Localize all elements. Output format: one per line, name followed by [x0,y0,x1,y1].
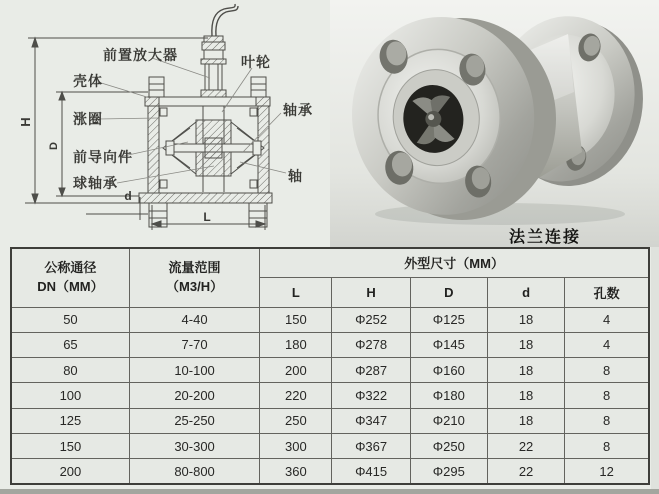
table-cell: 22 [487,459,564,484]
table-cell: 18 [487,307,564,332]
table-cell: 360 [260,459,332,484]
table-cell: 8 [565,433,649,458]
table-cell: 65 [11,332,129,357]
table-row [11,408,649,433]
diagram-panel [0,0,330,247]
table-cell: Φ252 [332,307,410,332]
table-cell: Φ322 [332,383,410,408]
label-impeller: 叶轮 [241,54,271,70]
table-cell: 4 [565,332,649,357]
table-cell: Φ145 [410,332,487,357]
table-cell: Φ160 [410,358,487,383]
photo-panel [330,0,659,247]
table-cell: 80 [11,358,129,383]
dimension-d-upper-label: D [48,142,60,150]
header-hole-count: 孔数 [565,277,649,307]
table-cell: Φ415 [332,459,410,484]
label-expansion-ring: 涨圈 [73,111,103,127]
label-bearing: 轴承 [283,102,313,118]
table-cell: 18 [487,383,564,408]
table-cell: 300 [260,433,332,458]
spec-table-body [11,307,649,484]
page-bottom-edge [0,489,659,494]
page-edge-shade [651,247,659,489]
table-cell: Φ210 [410,408,487,433]
table-cell: 150 [260,307,332,332]
header-flow-range: 流量范围 （M3/H） [129,248,259,307]
table-cell: Φ250 [410,433,487,458]
table-row [11,332,649,357]
table-cell: 220 [260,383,332,408]
spec-table-wrap [10,247,650,485]
table-cell: 18 [487,332,564,357]
label-ball-bearing: 球轴承 [73,175,118,191]
table-row [11,459,649,484]
label-preamplifier: 前置放大器 [103,47,178,63]
table-cell: 25-250 [129,408,259,433]
table-cell: 4-40 [129,307,259,332]
header-outline-dimensions: 外型尺寸（MM） [260,248,649,277]
table-cell: 20-200 [129,383,259,408]
table-row [11,307,649,332]
table-row [11,433,649,458]
dimension-h-label: H [18,117,33,127]
photo-caption: 法兰连接 [508,229,581,246]
table-cell: 125 [11,408,129,433]
schematic-drawing [0,0,330,247]
header-nominal-diameter: 公称通径 DN（MM） [11,248,129,307]
table-cell: 7-70 [129,332,259,357]
dimension-d-lower-label: d [124,189,132,203]
table-cell: 8 [565,358,649,383]
table-cell: 50 [11,307,129,332]
table-row [11,383,649,408]
product-photo [330,0,659,247]
table-cell: 80-800 [129,459,259,484]
label-front-guide: 前导向件 [73,149,133,165]
table-cell: Φ278 [332,332,410,357]
table-cell: 100 [11,383,129,408]
table-cell: 200 [260,358,332,383]
table-cell: 30-300 [129,433,259,458]
header-h: H [332,277,410,307]
dimension-l-label: L [203,210,211,224]
table-cell: Φ287 [332,358,410,383]
table-cell: Φ367 [332,433,410,458]
table-cell: 200 [11,459,129,484]
table-cell: Φ125 [410,307,487,332]
cable-line-2 [216,6,238,36]
header-d-upper: D [410,277,487,307]
table-cell: 12 [565,459,649,484]
table-cell: 8 [565,408,649,433]
table-cell: 250 [260,408,332,433]
table-cell: Φ180 [410,383,487,408]
table-cell: 8 [565,383,649,408]
label-housing: 壳体 [73,73,103,89]
table-row [11,358,649,383]
table-cell: 18 [487,408,564,433]
table-cell: 4 [565,307,649,332]
header-l: L [260,277,332,307]
table-cell: Φ295 [410,459,487,484]
table-cell: 22 [487,433,564,458]
table-cell: Φ347 [332,408,410,433]
table-cell: 180 [260,332,332,357]
table-cell: 10-100 [129,358,259,383]
table-cell: 150 [11,433,129,458]
spec-table [10,247,650,485]
header-d-lower: d [487,277,564,307]
table-cell: 18 [487,358,564,383]
label-shaft: 轴 [288,168,303,184]
